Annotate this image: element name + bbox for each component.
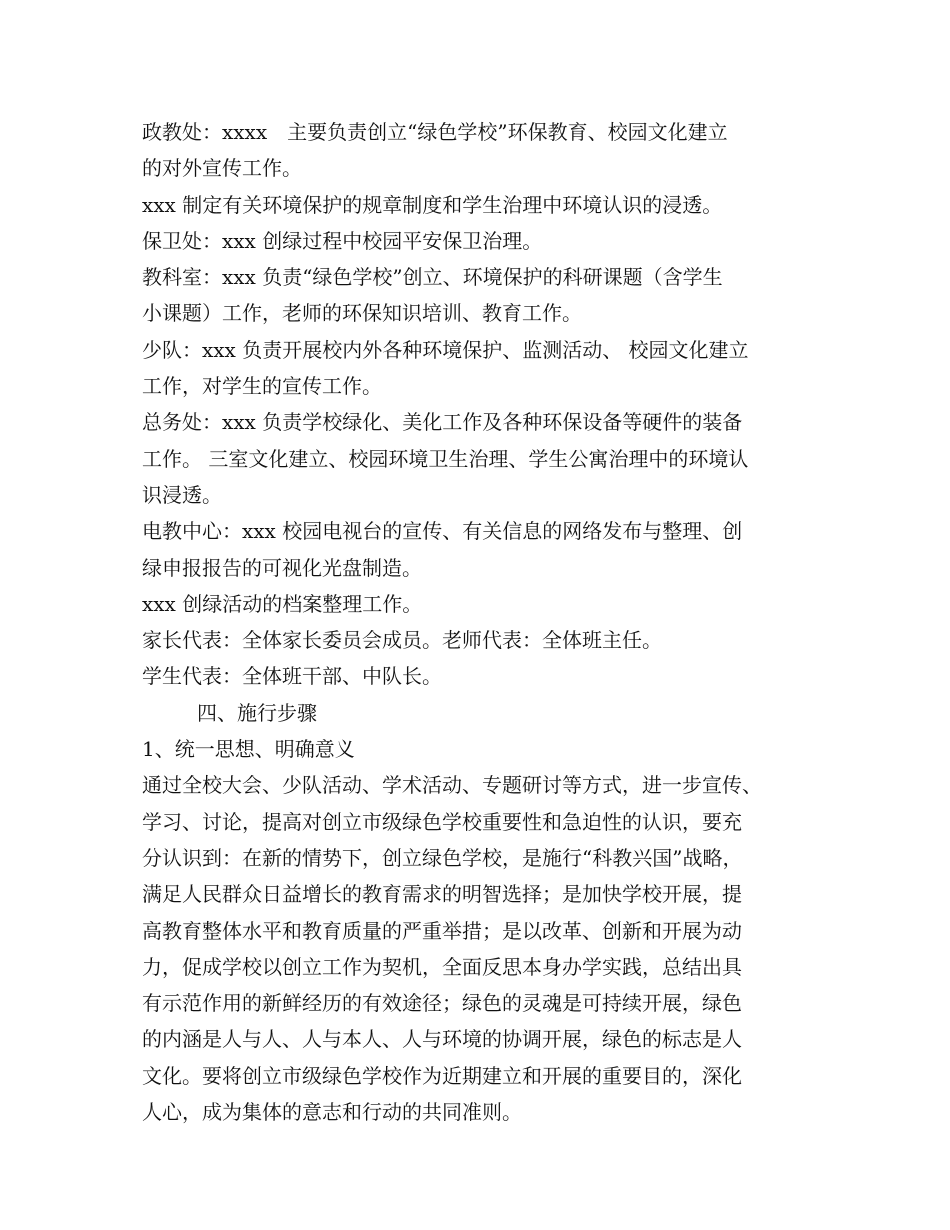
text-line: 教科室：xxx 负责“绿色学校”创立、环境保护的科研课题（含学生 <box>142 265 723 290</box>
text-line: 力，促成学校以创立工作为契机，全面反思本身办学实践，总结出具 <box>142 954 742 979</box>
text-line: 家长代表：全体家长委员会成员。老师代表：全体班主任。 <box>142 628 662 653</box>
text-line: 小课题）工作，老师的环保知识培训、教育工作。 <box>142 301 582 326</box>
text-line: 有示范作用的新鲜经历的有效途径；绿色的灵魂是可持续开展，绿色 <box>142 991 742 1016</box>
text-line: 满足人民群众日益增长的教育需求的明智选择；是加快学校开展，提 <box>142 882 742 907</box>
text-line: 高教育整体水平和教育质量的严重举措；是以改革、创新和开展为动 <box>142 918 742 943</box>
text-line: xxx 创绿活动的档案整理工作。 <box>142 591 423 616</box>
text-line: 电教中心：xxx 校园电视台的宣传、有关信息的网络发布与整理、创 <box>142 519 743 544</box>
subsection-heading: 1、统一思想、明确意义 <box>142 737 355 762</box>
text-line: 学生代表：全体班干部、中队长。 <box>142 664 442 689</box>
text-line: 的对外宣传工作。 <box>142 156 302 181</box>
section-heading: 四、施行步骤 <box>197 700 317 725</box>
text-line: 保卫处：xxx 创绿过程中校园平安保卫治理。 <box>142 228 543 253</box>
text-line: 文化。要将创立市级绿色学校作为近期建立和开展的重要目的，深化 <box>142 1063 742 1088</box>
text-line: 分认识到：在新的情势下，创立绿色学校，是施行“科教兴国”战略， <box>142 845 743 870</box>
text-line: 工作，对学生的宣传工作。 <box>142 374 382 399</box>
text-line: 的内涵是人与人、人与本人、人与环境的协调开展，绿色的标志是人 <box>142 1027 742 1052</box>
text-line: 识浸透。 <box>142 482 222 507</box>
document-body <box>142 114 832 1130</box>
text-line: 通过全校大会、少队活动、学术活动、专题研讨等方式，进一步宣传、 <box>142 773 762 798</box>
text-line: xxx 制定有关环境保护的规章制度和学生治理中环境认识的浸透。 <box>142 192 723 217</box>
text-line: 工作。 三室文化建立、校园环境卫生治理、学生公寓治理中的环境认 <box>142 446 749 471</box>
text-line: 学习、讨论，提高对创立市级绿色学校重要性和急迫性的认识，要充 <box>142 809 742 834</box>
text-line: 绿申报报告的可视化光盘制造。 <box>142 555 422 580</box>
text-line: 人心，成为集体的意志和行动的共同准则。 <box>142 1100 522 1125</box>
text-line: 总务处：xxx 负责学校绿化、美化工作及各种环保设备等硬件的装备 <box>142 410 743 435</box>
text-line: 政教处：xxxx 主要负责创立“绿色学校”环保教育、校园文化建立 <box>142 120 728 144</box>
text-line: 少队：xxx 负责开展校内外各种环境保护、监测活动、 校园文化建立 <box>142 337 749 362</box>
